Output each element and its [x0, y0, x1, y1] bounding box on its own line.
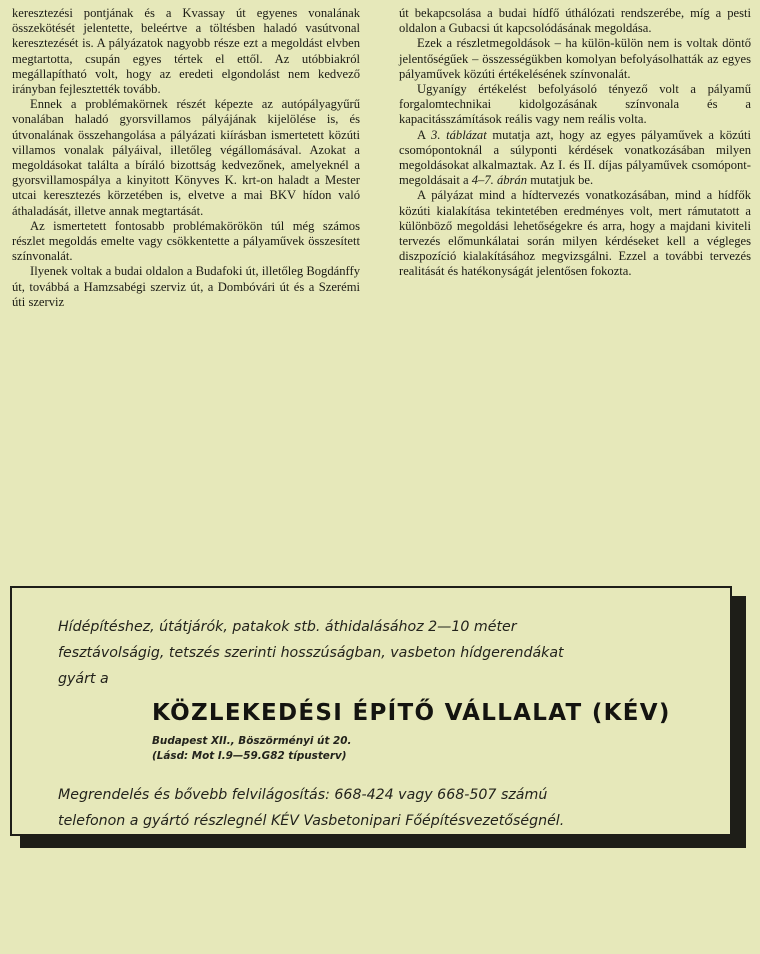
ad-order-line: telefonon a gyártó részlegnél KÉV Vasbetonipari Főépítésvezetőségnél.: [58, 813, 565, 829]
left-paragraph-3: Az ismertetett fontosabb problémakörökön túl még számos részlet megoldás emelte vagy csökkentette a pályaművek összesített színvonalát.: [12, 218, 360, 264]
article-left-column: [12, 6, 360, 310]
ad-address: [152, 734, 351, 764]
figure-reference: 4–7. ábrán: [471, 173, 528, 188]
ad-order-line: Megrendelés és bővebb felvilágosítás: 668-424 vagy 668-507 számú: [58, 787, 548, 803]
ad-company-name: KÖZLEKEDÉSI ÉPÍTŐ VÁLLALAT (KÉV): [152, 700, 671, 726]
left-paragraph-2: Ennek a problémakörnek részét képezte az autópályagyűrű vonalában haladó gyorsvillamos pályájának kijelölése is, és útvonalának összehangolása a pályázati kiírásban ismertetett közúti villamos vonalak pályáival, illetőleg végállomásával. Azokat a megoldásokat találta a bíráló bizottság kedvezőnek, amelyeknél a gyorsvillamospálya a kinyitott Könyves K. krt-on haladt a Mester utcai keresztezés körzetében is, elvetve a mai BKV hídon való áthaladását, illetve annak megtartását.: [12, 97, 360, 218]
ad-intro-line: gyárt a: [58, 671, 109, 687]
right-paragraph-1: út bekapcsolása a budai hídfő úthálózati rendszerébe, míg a pesti oldalon a Gubacsi út kapcsolódásának megoldása.: [399, 6, 751, 36]
ad-order-info: [58, 782, 678, 834]
ad-intro-line: Hídépítéshez, útátjárók, patakok stb. áthidalásához 2—10 méter: [58, 619, 517, 635]
ad-box: [10, 586, 732, 836]
right-paragraph-4: [399, 128, 751, 189]
right-paragraph-3: Ugyanígy értékelést befolyásoló tényező volt a pályamű forgalomtechnikai kidolgozásának színvonala és a kapacitásszámítások reális vagy nem reális volta.: [399, 82, 751, 127]
p4-text-a: A: [417, 127, 426, 142]
right-paragraph-2: Ezek a részletmegoldások – ha külön-külön nem is voltak döntő jelentőségűek – összességükben komolyan befolyásolhatták az egyes pályaművek közúti értékelésének színvonalát.: [399, 36, 751, 81]
p4-text-b: mutatja azt, hogy az egyes pályaművek a közúti csomópontoknál a súlyponti kérdések vonatkozásában milyen megoldásokat alkalmaztak. Az I. és II. díjas pályaművek csomópont-megoldásait a: [399, 127, 752, 188]
left-paragraph-1: keresztezési pontjának és a Kvassay út egyenes vonalának összekötését jelentette, beleértve a töltésben haladó vasútvonal keresztezését is. A pályázatok nagyobb része ezt a megoldást elvben megtartotta, csupán egyes tértek el ettől. Az utóbbiakról megállapítható volt, hogy az eredeti elgondolást nem kedvező irányban fejlesztették tovább.: [12, 6, 360, 97]
advertisement: [10, 586, 750, 856]
ad-address-line: Budapest XII., Böszörményi út 20.: [152, 735, 352, 747]
ad-address-line: (Lásd: Mot I.9—59.G82 típusterv): [152, 750, 347, 762]
p4-text-c: mutatjuk be.: [530, 173, 594, 188]
ad-intro: [58, 614, 678, 692]
table-reference: 3. táblázat: [431, 127, 487, 142]
right-paragraph-5: A pályázat mind a hídtervezés vonatkozásában, mind a hídfők közúti kialakítása tekintetében eredményes volt, mert rámutatott a különböző megoldási lehetőségekre és arra, hogy a majdani kiviteli tervezés előmunkálatai során milyen kérdéseket kell a végleges diszpozíció kialakításához megvizsgálni. Ezzel a további tervezés realitását és hatékonyságát jelentősen fokozta.: [399, 188, 751, 279]
ad-intro-line: fesztávolságig, tetszés szerinti hosszúságban, vasbeton hídgerendákat: [58, 645, 564, 661]
left-paragraph-4: Ilyenek voltak a budai oldalon a Budafoki út, illetőleg Bogdánffy út, továbbá a Hamzsabégi szerviz út, a Dombóvári út és a Szerémi úti szerviz: [12, 264, 360, 309]
article-right-column: [399, 6, 751, 280]
